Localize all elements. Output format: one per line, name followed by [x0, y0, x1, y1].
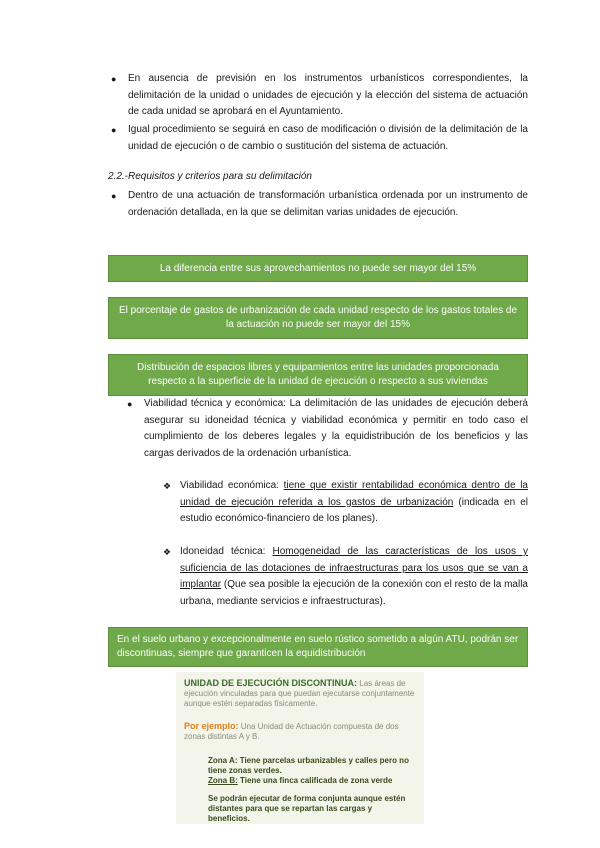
card-title-line: UNIDAD DE EJECUCIÓN DISCONTINUA: Las áreas de ejecución vinculadas para que puedan ejecutarse conjuntamente aunque estén separadas físicamente. — [184, 678, 415, 708]
card-conclusion: Se podrán ejecutar de forma conjunta aunque estén distantes para que se repartan las cargas y beneficios. — [208, 794, 406, 823]
requirement-box-discontinuas: En el suelo urbano y excepcionalmente en suelo rústico sometido a algún ATU, podrán ser discontinuas, siempre que garanticen la equidistribución — [108, 627, 528, 667]
bullet-ausencia-prevision: ● En ausencia de previsión en los instrumentos urbanísticos correspondientes, la delimitación de la unidad o unidades de ejecución y la elección del sistema de actuación de cada unidad se aprobará en el Ayuntamiento. — [111, 73, 528, 117]
bullet-dot: ● — [111, 125, 117, 135]
bullet-dot: ● — [127, 399, 133, 409]
requirement-box-espacios-libres: Distribución de espacios libres y equipamientos entre las unidades proporcionada respecto a la superficie de la unidad de ejecución o respecto a sus viviendas — [108, 354, 528, 396]
bullet-dot: ● — [111, 191, 117, 201]
sub-item-idoneidad-tecnica: ❖ Idoneidad técnica: Homogeneidad de las características de los usos y suficiencia de las dotaciones de infraestructuras para los usos que se van a implantar (Que sea posible la ejecución de la conexión con el resto de la malla urbana, mediante servicios e infraestructuras). — [163, 546, 528, 607]
bullet-dot: ● — [111, 74, 117, 84]
requirement-box-gastos-urbanizacion: El porcentaje de gastos de urbanización de cada unidad respecto de los gastos totales de la actuación no puede ser mayor del 15% — [108, 297, 528, 339]
sub-item-viabilidad-economica: ❖ Viabilidad económica: tiene que existir rentabilidad económica dentro de la unidad de ejecución referida a los gastos de urbanización (indicada en el estudio económico-financiero de los planes). — [163, 480, 528, 524]
card-zone-a: Zona A: Tiene parcelas urbanizables y calles pero no tiene zonas verdes. — [208, 756, 409, 775]
diamond-bullet-icon: ❖ — [163, 547, 172, 557]
bullet-igual-procedimiento: ● Igual procedimiento se seguirá en caso de modificación o división de la delimitación de la unidad de ejecución o de cambio o sustitución del sistema de actuación. — [111, 124, 528, 152]
card-zones — [208, 756, 416, 824]
bullet-dentro-actuacion: ● Dentro de una actuación de transformación urbanística ordenada por un instrumento de ordenación detallada, en la que se delimitan varias unidades de ejecución. — [111, 190, 528, 218]
example-card-unidad-discontinua — [176, 672, 424, 824]
section-heading: 2.2.-Requisitos y criterios para su delimitación — [108, 171, 312, 182]
bullet-viabilidad: ● Viabilidad técnica y económica: La delimitación de las unidades de ejecución deberá asegurar su idoneidad técnica y viabilidad económica y permitir en todo caso el cumplimiento de los deberes legales y la equidistribución de los beneficios y las cargas derivados de la ordenación urbanística. — [127, 398, 528, 459]
card-zone-b: Zona B: Tiene una finca calificada de zona verde — [208, 776, 393, 785]
requirement-box-aprovechamientos: La diferencia entre sus aprovechamientos no puede ser mayor del 15% — [108, 255, 528, 282]
card-example-line: Por ejemplo: Una Unidad de Actuación compuesta de dos zonas distintas A y B. — [184, 721, 399, 741]
diamond-bullet-icon: ❖ — [163, 481, 172, 491]
